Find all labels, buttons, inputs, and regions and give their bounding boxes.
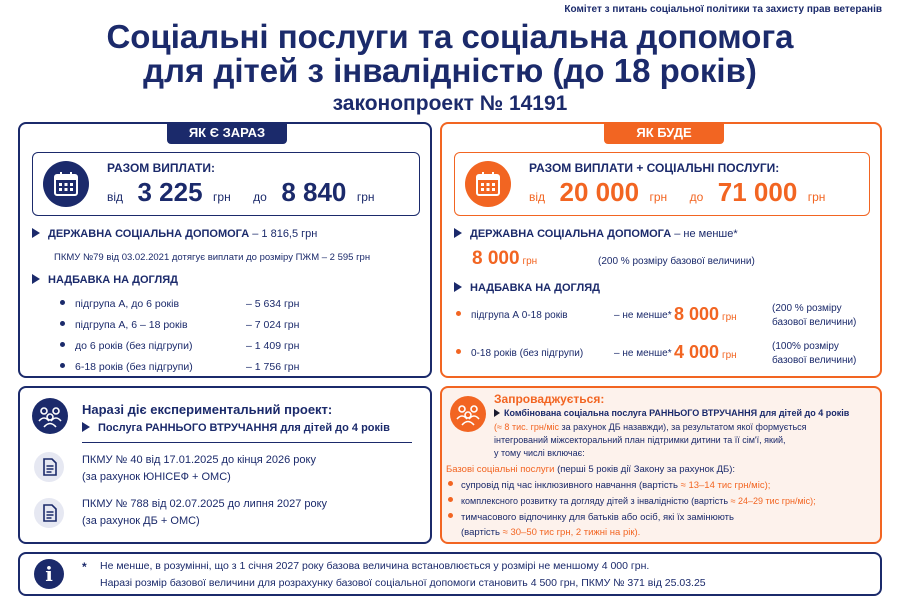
service-suffix: для дітей до 4 років [277,422,390,434]
current-total-label: РАЗОМ ВИПЛАТИ: [107,161,215,175]
note-line: (200 % розміру [772,303,842,314]
people-icon [450,396,486,432]
doc-title: ПКМУ № 40 від 17.01.2025 до кінця 2026 року [82,454,316,466]
note-line: базової величини) [772,317,857,328]
care-label: НАДБАВКА НА ДОГЛЯД [470,282,600,294]
future-total-range [529,177,825,208]
from-word: від [107,190,124,204]
current-from-value: 3 225 [137,177,203,207]
pilot-service [82,422,390,434]
calendar-icon [43,161,89,207]
service-item-cost [461,527,640,538]
care-item-label: 0-18 років (без підгрупи) [471,348,584,359]
footnote-star: * [82,560,87,574]
care-item [60,319,188,331]
care-item-label: до 6 років (без підгрупи) [75,340,193,352]
pilot-panel [18,386,432,544]
cost-highlight: ≈ 13–14 тис грн/міс); [680,480,771,491]
footnote-line-1: Не менше, в розумінні, що з 1 січня 2027 року базова величина встановлюється у розмірі не меншому 4 000 грн. [100,560,650,572]
care-label: НАДБАВКА НА ДОГЛЯД [48,274,178,286]
footnote-line-2: Наразі розмір базової величини для розрахунку базової соціальної допомоги становить 4 500 грн, ПКМУ № 371 від 25.03.25 [100,577,706,589]
care-item [456,310,568,321]
service-item [448,512,734,523]
pkmu-note: ПКМУ №79 від 03.02.2021 дотягує виплати до розміру ПЖМ – 2 595 грн [54,252,371,263]
doc-source: (за рахунок ЮНІСЕФ + ОМС) [82,471,231,483]
current-to-value: 8 840 [281,177,347,207]
currency: грн [721,312,737,323]
future-total-box [454,152,870,216]
currency: грн [522,256,538,267]
introduced-panel [440,386,882,544]
service-text: супровід під час інклюзивного навчання (вартість [461,480,681,491]
note-line: (100% розміру [772,341,839,352]
future-care-heading [454,282,600,294]
bullet-dot-icon [448,513,453,518]
future-from-value: 20 000 [559,177,640,207]
cost-highlight: ≈ 30–50 тис грн, 2 тижні на рік). [502,527,641,538]
bullet-dot-icon [456,311,461,316]
title-line-1: Соціальні послуги та соціальна допомога [106,18,794,55]
triangle-bullet-icon [454,228,462,238]
care-item [60,298,179,310]
committee-name: Комітет з питань соціальної політики та захисту прав ветеранів [564,4,882,15]
care-item-value: – 1 409 грн [246,340,300,352]
care-item-value: 8 000 [674,304,720,324]
care-item [60,340,192,352]
current-state-aid [32,228,317,240]
currency: грн [356,190,375,204]
bullet-dot-icon [448,497,453,502]
future-tab: ЯК БУДЕ [604,122,724,144]
care-item-label: підгрупа А, до 6 років [75,298,180,310]
care-item-label: підгрупа А 0-18 років [471,310,568,321]
introduced-line [494,422,807,432]
introduced-line: у тому числі включає: [494,448,585,458]
current-panel [18,122,432,378]
state-aid-label: ДЕРЖАВНА СОЦІАЛЬНА ДОПОМОГА [48,228,250,240]
care-item-label: підгрупа А, 6 – 18 років [75,319,188,331]
care-item-note [772,340,856,368]
care-item-value: – 5 634 грн [246,298,300,310]
note-line: базової величини) [772,355,857,366]
document-icon [34,498,64,528]
current-care-heading [32,274,178,286]
care-item-note [772,302,856,330]
from-word: від [529,190,546,204]
triangle-bullet-icon [32,228,40,238]
bill-number: законопроект № 14191 [332,92,568,115]
page-title [0,20,900,88]
state-aid-minimum: – не менше* [674,228,738,240]
title-line-2: для дітей з інвалідністю (до 18 років) [143,52,757,89]
currency: грн [721,350,737,361]
state-aid-note: (200 % розміру базової величини) [598,256,755,267]
state-aid-value: – 1 816,5 грн [252,228,318,240]
base-services-label: Базові соціальні послуги [446,464,555,475]
pilot-heading: Наразі діє експериментальний проект: [82,402,333,417]
future-state-aid [454,228,738,240]
care-item-min: – не менше* [614,310,672,321]
service-item [448,496,816,506]
currency: грн [649,190,668,204]
divider [82,442,412,443]
cost-highlight: (≈ 8 тис. грн/міс [494,422,560,432]
triangle-bullet-icon [454,282,462,292]
triangle-bullet-icon [494,409,500,417]
base-services [446,464,735,475]
care-item-amount [674,304,737,325]
current-tab: ЯК Є ЗАРАЗ [167,122,287,144]
care-item-min: – не менше* [614,348,672,359]
service-name: РАННЬОГО ВТРУЧАННЯ [145,422,278,434]
future-state-aid-amount [472,248,537,270]
future-panel [440,122,882,378]
current-total-box [32,152,420,216]
introduced-line [494,408,849,418]
info-icon: i [34,559,64,589]
bullet-dot-icon [448,481,453,486]
triangle-bullet-icon [32,274,40,284]
service-prefix: Послуга [98,422,146,434]
people-icon [32,398,68,434]
bullet-dot-icon [60,300,65,305]
state-aid-label: ДЕРЖАВНА СОЦІАЛЬНА ДОПОМОГА [470,228,672,240]
care-item [456,348,583,359]
triangle-bullet-icon [82,422,90,432]
current-total-range [107,177,375,208]
service-item [448,480,770,491]
document-icon [34,452,64,482]
future-total-label: РАЗОМ ВИПЛАТИ + СОЦІАЛЬНІ ПОСЛУГИ: [529,161,780,175]
future-to-value: 71 000 [717,177,798,207]
care-item-label: 6-18 років (без підгрупи) [75,361,193,373]
currency: грн [213,190,231,204]
doc-source: (за рахунок ДБ + ОМС) [82,515,200,527]
currency: грн [807,190,826,204]
state-aid-value: 8 000 [472,248,520,269]
care-item [60,361,193,373]
care-item-value: – 1 756 грн [246,361,300,373]
cost-highlight: ≈ 24–29 тис грн/міс); [730,496,816,506]
to-word: до [689,190,704,204]
service-text: комплексного розвитку та догляду дітей з інвалідністю (вартість [461,496,731,506]
introduced-text: за рахунок ДБ назавжди), за результатом якої формується [559,422,807,432]
base-services-suffix: (перші 5 років дії Закону за рахунок ДБ): [554,464,736,475]
care-item-value: – 7 024 грн [246,319,300,331]
bullet-dot-icon [456,349,461,354]
introduced-heading: Запроваджується: [494,392,605,406]
care-item-amount [674,342,737,363]
care-item-value: 4 000 [674,342,720,362]
calendar-icon [465,161,511,207]
footnote [18,552,882,596]
service-text: тимчасового відпочинку для батьків або осіб, які їх замінюють [461,512,734,523]
service-text: (вартість [461,527,503,538]
doc-title: ПКМУ № 788 від 02.07.2025 до липня 2027 року [82,498,328,510]
introduced-line: інтегрований міжсекторальний план підтримки дитини та її сім'ї, який, [494,435,786,445]
introduced-text: Комбінована соціальна послуга РАННЬОГО ВТРУЧАННЯ для дітей до 4 років [504,408,850,418]
bullet-dot-icon [60,321,65,326]
bullet-dot-icon [60,342,65,347]
bullet-dot-icon [60,363,65,368]
to-word: до [253,190,267,204]
